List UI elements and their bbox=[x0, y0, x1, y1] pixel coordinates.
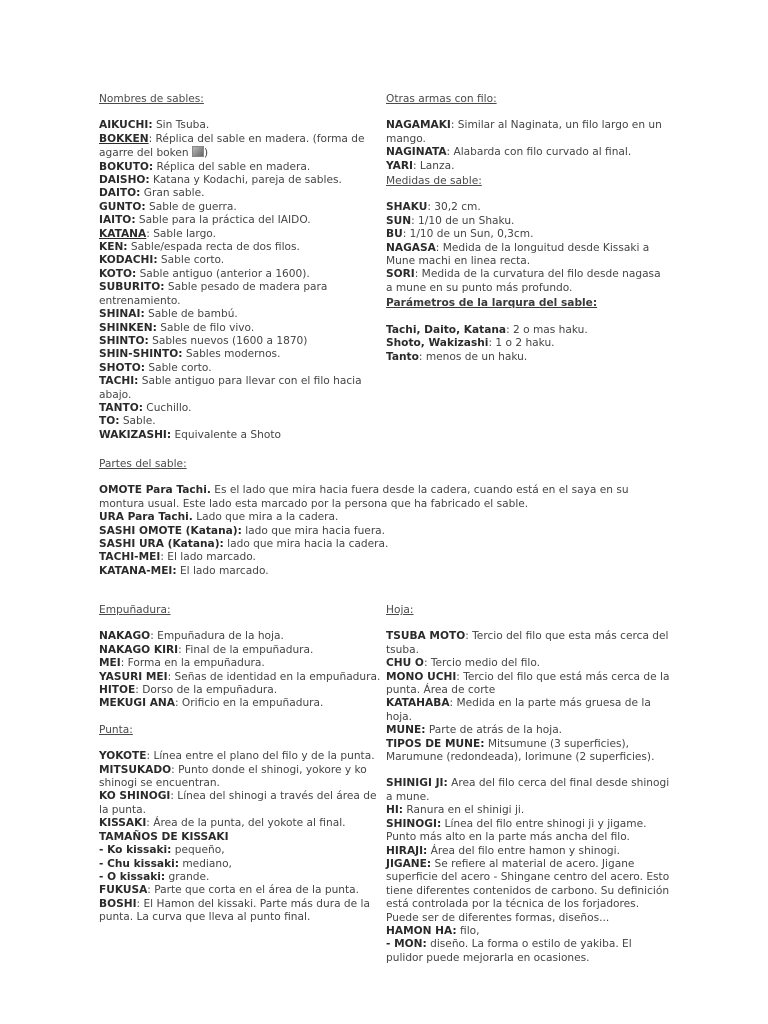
entry-naginata: NAGINATA: Alabarda con filo curvado al final. bbox=[386, 146, 632, 159]
entry-sashi-omote: SASHI OMOTE (Katana): lado que mira hacia fuera. bbox=[99, 524, 386, 537]
entry-shinto: SHINTO: Sables nuevos (1600 a 1870) bbox=[99, 334, 308, 347]
entry-yokote: YOKOTE: Línea entre el plano del filo y de la punta. bbox=[99, 750, 375, 763]
entry-bokken: BOKKEN: Réplica del sable en madera. (forma de agarre del boken ) bbox=[99, 132, 365, 160]
entry-shinogi: SHINOGI: Línea del filo entre shinogi ji y jigame. Punto más alto en la parte más ancha del filo. bbox=[386, 817, 647, 844]
section-partes-del-sable bbox=[99, 458, 669, 578]
entry-shoto-wakizashi: Shoto, Wakizashi: 1 o 2 haku. bbox=[386, 337, 555, 350]
section-otras-armas bbox=[386, 93, 670, 364]
section-heading: Hoja: bbox=[386, 604, 414, 616]
entry-wakizashi: WAKIZASHI: Equivalente a Shoto bbox=[99, 428, 281, 441]
entry-yari: YARI: Lanza. bbox=[386, 159, 455, 172]
entry-kodachi: KODACHI: Sable corto. bbox=[99, 254, 225, 267]
entry-bu: BU: 1/10 de un Sun, 0,3cm. bbox=[386, 228, 534, 241]
entry-shoto: SHOTO: Sable corto. bbox=[99, 361, 212, 374]
section-heading: Nombres de sables: bbox=[99, 93, 204, 105]
entry-nagasa: NAGASA: Medida de la longuitud desde Kissaki a Mune machi en linea recta. bbox=[386, 241, 650, 268]
entry-shinai: SHINAI: Sable de bambú. bbox=[99, 308, 238, 321]
entry-ko-shinogi: KO SHINOGI: Línea del shinogi a través del área de la punta. bbox=[99, 790, 377, 816]
entry-hitoe: HITOE: Dorso de la empuñadura. bbox=[99, 684, 278, 697]
entry-katana: KATANA: Sable largo. bbox=[99, 227, 216, 240]
image-icon[interactable] bbox=[192, 146, 204, 157]
subheading-tamanos-kissaki: TAMAÑOS DE KISSAKI bbox=[99, 830, 229, 843]
section-nombres-de-sables bbox=[99, 93, 377, 442]
entry-kissaki: KISSAKI: Área de la punta, del yokote al final. bbox=[99, 817, 346, 830]
entry-sun: SUN: 1/10 de un Shaku. bbox=[386, 214, 515, 227]
entry-aikuchi: AIKUCHI: Sin Tsuba. bbox=[99, 119, 210, 132]
entry-tachi: TACHI: Sable antiguo para llevar con el filo hacia abajo. bbox=[99, 375, 362, 401]
entry-shinigi-ji: SHINIGI JI: Area del filo cerca del final desde shinogi a mune. bbox=[386, 777, 670, 803]
entry-sori: SORI: Medida de la curvatura del filo desde nagasa a mune en su punto más profundo. bbox=[386, 268, 661, 294]
entry-hi: HI: Ranura en el shinigi ji. bbox=[386, 804, 525, 817]
entry-daisho: DAISHO: Katana y Kodachi, pareja de sables. bbox=[99, 174, 342, 187]
entry-koto: KOTO: Sable antiguo (anterior a 1600). bbox=[99, 267, 310, 280]
entry-suburito: SUBURITO: Sable pesado de madera para entrenamiento. bbox=[99, 281, 328, 307]
entry-shinken: SHINKEN: Sable de filo vivo. bbox=[99, 321, 255, 334]
entry-mune: MUNE: Parte de atrás de la hoja. bbox=[386, 724, 563, 737]
entry-tanto: TANTO: Cuchillo. bbox=[99, 401, 192, 414]
entry-shaku: SHAKU: 30,2 cm. bbox=[386, 201, 481, 214]
entry-ken: KEN: Sable/espada recta de dos filos. bbox=[99, 241, 300, 254]
entry-tsuba-moto: TSUBA MOTO: Tercio del filo que esta más cerca del tsuba. bbox=[386, 630, 669, 656]
entry-nakago-kiri: NAKAGO KIRI: Final de la empuñadura. bbox=[99, 643, 314, 656]
entry-hamon-ha: HAMON HA: filo, bbox=[386, 924, 480, 937]
entry-sashi-ura: SASHI URA (Katana): lado que mira hacia la cadera. bbox=[99, 538, 389, 551]
entry-mon: - MON: diseño. La forma o estilo de yakiba. El pulidor puede mejorarla en ocasiones. bbox=[386, 938, 632, 964]
entry-katahaba: KATAHABA: Medida en la parte más gruesa de la hoja. bbox=[386, 697, 651, 723]
entry-chu-o: CHU O: Tercio medio del filo. bbox=[386, 657, 540, 670]
entry-bokuto: BOKUTO: Réplica del sable en madera. bbox=[99, 160, 311, 173]
entry-mei: MEI: Forma en la empuñadura. bbox=[99, 657, 265, 670]
entry-nagamaki: NAGAMAKI: Similar al Naginata, un filo largo en un mango. bbox=[386, 119, 662, 145]
section-heading: Partes del sable: bbox=[99, 458, 187, 470]
entry-ko-kissaki: - Ko kissaki: pequeño, bbox=[99, 844, 225, 857]
entry-daito: DAITO: Gran sable. bbox=[99, 187, 205, 200]
entry-tachi-daito-katana: Tachi, Daito, Katana: 2 o mas haku. bbox=[386, 323, 588, 336]
entry-nakago: NAKAGO: Empuñadura de la hoja. bbox=[99, 630, 284, 643]
entry-tachi-mei: TACHI-MEI: El lado marcado. bbox=[99, 551, 256, 564]
entry-katana-mei: KATANA-MEI: El lado marcado. bbox=[99, 564, 269, 577]
bokken-link[interactable]: BOKKEN bbox=[99, 132, 149, 145]
entry-tipos-de-mune: TIPOS DE MUNE: Mitsumune (3 superficies), Marumune (redondeada), Iorimune (2 superficies). bbox=[386, 737, 655, 764]
entry-o-kissaki: - O kissaki: grande. bbox=[99, 870, 210, 883]
entry-omote: OMOTE Para Tachi. Es el lado que mira hacia fuera desde la cadera, cuando está en el saya en su montura usual. Este lado esta marcado por la persona que ha fabricado el sable. bbox=[99, 484, 629, 510]
entry-mono-uchi: MONO UCHI: Tercio del filo que está más cerca de la punta. Área de corte bbox=[386, 670, 670, 697]
entry-shin-shinto: SHIN-SHINTO: Sables modernos. bbox=[99, 348, 281, 361]
entry-iaito: IAITO: Sable para la práctica del IAIDO. bbox=[99, 214, 311, 227]
entry-to: TO: Sable. bbox=[99, 415, 156, 428]
section-empunadura bbox=[99, 604, 381, 925]
entry-hiraji: HIRAJI: Área del filo entre hamon y shinogi. bbox=[386, 844, 620, 857]
entry-yasuri-mei: YASURI MEI: Señas de identidad en la empuñadura. bbox=[99, 670, 381, 683]
section-heading: Otras armas con filo: bbox=[386, 93, 497, 105]
katana-link[interactable]: KATANA bbox=[99, 227, 147, 240]
section-heading: Empuñadura: bbox=[99, 604, 171, 616]
entry-tanto-haku: Tanto: menos de un haku. bbox=[386, 350, 528, 363]
entry-gunto: GUNTO: Sable de guerra. bbox=[99, 200, 237, 213]
entry-jigane: JIGANE: Se refiere al material de acero. Jigane superficie del acero - Shingane centro del acero. Esto tiene diferentes contenidos de carbono. Su definición está controlada por la técnica de los forjadores. Puede ser de diferentes formas, diseños... bbox=[386, 857, 670, 924]
entry-chu-kissaki: - Chu kissaki: mediano, bbox=[99, 857, 232, 870]
section-heading-medidas: Medidas de sable: bbox=[386, 175, 482, 188]
entry-ura: URA Para Tachi. Lado que mira a la cadera. bbox=[99, 511, 339, 524]
entry-mekugi-ana: MEKUGI ANA: Orificio en la empuñadura. bbox=[99, 697, 324, 710]
section-heading-parametros: Parámetros de la larqura del sable: bbox=[386, 297, 598, 310]
entry-boshi: BOSHI: El Hamon del kissaki. Parte más dura de la punta. La curva que lleva al punto final. bbox=[99, 897, 370, 924]
section-heading-punta: Punta: bbox=[99, 723, 133, 736]
entry-mitsukado: MITSUKADO: Punto donde el shinogi, yokore y ko shinogi se encuentran. bbox=[99, 763, 367, 790]
section-hoja bbox=[386, 604, 670, 965]
entry-fukusa: FUKUSA: Parte que corta en el área de la punta. bbox=[99, 884, 360, 897]
